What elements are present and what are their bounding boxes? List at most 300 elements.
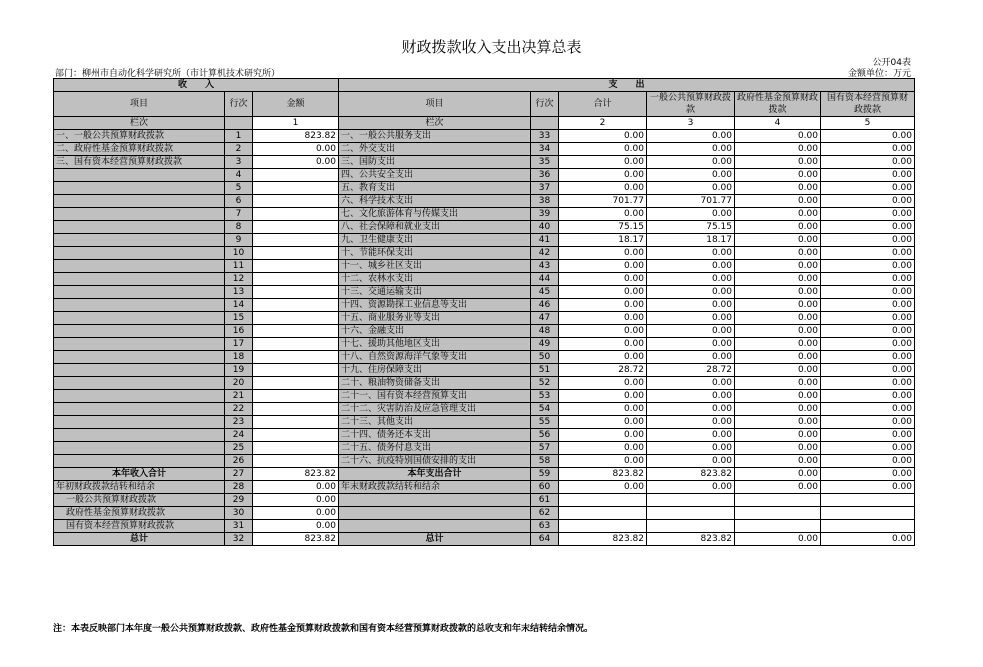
table-row (54, 312, 915, 325)
income-amount (253, 429, 339, 442)
expense-total: 0.00 (559, 481, 647, 494)
expense-general: 0.00 (647, 390, 735, 403)
header-row-no-expense: 行次 (531, 92, 559, 117)
income-row-no: 10 (225, 247, 253, 260)
report-title: 财政拨款收入支出决算总表 (401, 38, 582, 56)
expense-state: 0.00 (821, 130, 915, 143)
income-amount (253, 338, 339, 351)
income-item (54, 442, 225, 455)
income-section-header: 收 入 (54, 79, 339, 92)
income-row-no: 12 (225, 273, 253, 286)
expense-general: 0.00 (647, 299, 735, 312)
expense-state: 0.00 (821, 299, 915, 312)
expense-fund (735, 520, 821, 533)
expense-general: 0.00 (647, 130, 735, 143)
expense-state: 0.00 (821, 533, 915, 546)
expense-state: 0.00 (821, 273, 915, 286)
col-4: 4 (735, 117, 821, 130)
income-row-no: 14 (225, 299, 253, 312)
expense-fund: 0.00 (735, 247, 821, 260)
expense-total: 75.15 (559, 221, 647, 234)
expense-general: 823.82 (647, 468, 735, 481)
footnote: 注：本表反映部门本年度一般公共预算财政拨款、政府性基金预算财政拨款和国有资本经营预算财政拨款的总收支和年末结转结余情况。 (53, 624, 594, 634)
table-row (54, 286, 915, 299)
expense-fund: 0.00 (735, 143, 821, 156)
income-item: 政府性基金预算财政拨款 (54, 507, 225, 520)
expense-item (339, 507, 531, 520)
expense-general: 0.00 (647, 403, 735, 416)
expense-state: 0.00 (821, 286, 915, 299)
expense-general: 0.00 (647, 143, 735, 156)
expense-state: 0.00 (821, 429, 915, 442)
income-row-no: 17 (225, 338, 253, 351)
expense-row-no: 60 (531, 481, 559, 494)
expense-total: 0.00 (559, 312, 647, 325)
expense-total: 0.00 (559, 455, 647, 468)
col-label-expense: 栏次 (339, 117, 531, 130)
income-item (54, 416, 225, 429)
expense-row-no: 57 (531, 442, 559, 455)
expense-fund: 0.00 (735, 312, 821, 325)
expense-section-header: 支 出 (339, 79, 915, 92)
expense-state: 0.00 (821, 195, 915, 208)
expense-total: 0.00 (559, 325, 647, 338)
expense-item: 二十六、抗疫特别国债安排的支出 (339, 455, 531, 468)
income-item (54, 286, 225, 299)
expense-item: 二十二、灾害防治及应急管理支出 (339, 403, 531, 416)
income-row-no: 2 (225, 143, 253, 156)
income-row-no: 20 (225, 377, 253, 390)
table-row (54, 429, 915, 442)
income-row-no: 26 (225, 455, 253, 468)
income-row-no: 32 (225, 533, 253, 546)
expense-fund: 0.00 (735, 182, 821, 195)
header-amount: 金额 (253, 92, 339, 117)
income-row-no: 29 (225, 494, 253, 507)
table-row (54, 520, 915, 533)
expense-row-no: 50 (531, 351, 559, 364)
table-row (54, 169, 915, 182)
expense-general: 0.00 (647, 351, 735, 364)
col-1: 1 (253, 117, 339, 130)
expense-fund: 0.00 (735, 130, 821, 143)
expense-item: 七、文化旅游体育与传媒支出 (339, 208, 531, 221)
department-label: 部门：柳州市自动化科学研究所（市计算机技术研究所） (55, 69, 281, 79)
expense-total: 0.00 (559, 416, 647, 429)
expense-general: 18.17 (647, 234, 735, 247)
expense-row-no: 34 (531, 143, 559, 156)
table-row (54, 416, 915, 429)
table-row (54, 156, 915, 169)
income-item (54, 455, 225, 468)
income-item (54, 351, 225, 364)
income-item: 二、政府性基金预算财政拨款 (54, 143, 225, 156)
table-row (54, 338, 915, 351)
col-label: 栏次 (54, 117, 225, 130)
expense-state: 0.00 (821, 442, 915, 455)
unit-label: 金额单位：万元 (847, 69, 911, 79)
expense-state: 0.00 (821, 325, 915, 338)
table-row (54, 351, 915, 364)
expense-fund: 0.00 (735, 403, 821, 416)
expense-total: 0.00 (559, 182, 647, 195)
income-item (54, 429, 225, 442)
expense-fund: 0.00 (735, 325, 821, 338)
income-amount (253, 351, 339, 364)
expense-state: 0.00 (821, 156, 915, 169)
expense-state: 0.00 (821, 351, 915, 364)
expense-fund: 0.00 (735, 481, 821, 494)
expense-item: 十五、商业服务业等支出 (339, 312, 531, 325)
header-total: 合计 (559, 92, 647, 117)
income-item (54, 390, 225, 403)
col-5: 5 (821, 117, 915, 130)
income-item (54, 208, 225, 221)
expense-item: 十四、资源勘探工业信息等支出 (339, 299, 531, 312)
income-item (54, 182, 225, 195)
expense-state: 0.00 (821, 143, 915, 156)
expense-total: 0.00 (559, 260, 647, 273)
expense-row-no: 36 (531, 169, 559, 182)
expense-total: 18.17 (559, 234, 647, 247)
expense-item: 本年支出合计 (339, 468, 531, 481)
expense-fund: 0.00 (735, 273, 821, 286)
income-amount (253, 169, 339, 182)
expense-row-no: 61 (531, 494, 559, 507)
expense-state: 0.00 (821, 208, 915, 221)
expense-item (339, 520, 531, 533)
table-row (54, 403, 915, 416)
table-row (54, 234, 915, 247)
income-item: 一、一般公共预算财政拨款 (54, 130, 225, 143)
income-row-no: 23 (225, 416, 253, 429)
expense-item: 总计 (339, 533, 531, 546)
expense-item (339, 494, 531, 507)
expense-row-no: 49 (531, 338, 559, 351)
expense-item: 十九、住房保障支出 (339, 364, 531, 377)
income-row-no: 27 (225, 468, 253, 481)
expense-general: 0.00 (647, 286, 735, 299)
expense-total (559, 507, 647, 520)
expense-fund: 0.00 (735, 234, 821, 247)
table-row (54, 182, 915, 195)
table-row (54, 468, 915, 481)
expense-state (821, 520, 915, 533)
expense-total: 0.00 (559, 208, 647, 221)
expense-item: 二十五、债务付息支出 (339, 442, 531, 455)
expense-total: 823.82 (559, 468, 647, 481)
income-row-no: 31 (225, 520, 253, 533)
expense-state: 0.00 (821, 416, 915, 429)
expense-total: 0.00 (559, 338, 647, 351)
col-3: 3 (647, 117, 735, 130)
expense-total: 0.00 (559, 273, 647, 286)
income-amount: 0.00 (253, 520, 339, 533)
expense-state: 0.00 (821, 260, 915, 273)
expense-row-no: 39 (531, 208, 559, 221)
expense-general: 0.00 (647, 455, 735, 468)
income-row-no: 1 (225, 130, 253, 143)
expense-row-no: 46 (531, 299, 559, 312)
income-row-no: 21 (225, 390, 253, 403)
expense-row-no: 55 (531, 416, 559, 429)
expense-state: 0.00 (821, 481, 915, 494)
expense-state: 0.00 (821, 390, 915, 403)
expense-general: 0.00 (647, 377, 735, 390)
expense-general (647, 494, 735, 507)
income-item (54, 234, 225, 247)
income-row-no: 5 (225, 182, 253, 195)
expense-row-no: 59 (531, 468, 559, 481)
expense-general: 0.00 (647, 429, 735, 442)
expense-general: 0.00 (647, 260, 735, 273)
income-amount (253, 325, 339, 338)
income-row-no: 11 (225, 260, 253, 273)
income-amount: 0.00 (253, 156, 339, 169)
income-item: 一般公共预算财政拨款 (54, 494, 225, 507)
income-row-no: 6 (225, 195, 253, 208)
income-amount: 823.82 (253, 533, 339, 546)
income-row-no: 3 (225, 156, 253, 169)
expense-row-no: 56 (531, 429, 559, 442)
expense-row-no: 64 (531, 533, 559, 546)
expense-row-no: 63 (531, 520, 559, 533)
expense-general: 0.00 (647, 416, 735, 429)
expense-fund: 0.00 (735, 156, 821, 169)
expense-general: 0.00 (647, 182, 735, 195)
table-row (54, 364, 915, 377)
expense-general (647, 507, 735, 520)
expense-general: 701.77 (647, 195, 735, 208)
income-amount (253, 312, 339, 325)
expense-item: 十一、城乡社区支出 (339, 260, 531, 273)
expense-fund: 0.00 (735, 533, 821, 546)
income-row-no: 7 (225, 208, 253, 221)
expense-state: 0.00 (821, 169, 915, 182)
expense-fund: 0.00 (735, 260, 821, 273)
table-row (54, 208, 915, 221)
expense-row-no: 37 (531, 182, 559, 195)
expense-item: 三、国防支出 (339, 156, 531, 169)
expense-state: 0.00 (821, 312, 915, 325)
expense-fund: 0.00 (735, 416, 821, 429)
expense-total: 0.00 (559, 156, 647, 169)
income-row-no: 8 (225, 221, 253, 234)
expense-general: 0.00 (647, 325, 735, 338)
expense-item: 十二、农林水支出 (339, 273, 531, 286)
income-row-no: 25 (225, 442, 253, 455)
table-row (54, 221, 915, 234)
expense-state (821, 507, 915, 520)
table-row (54, 143, 915, 156)
income-amount: 823.82 (253, 468, 339, 481)
expense-total (559, 520, 647, 533)
expense-fund: 0.00 (735, 468, 821, 481)
income-amount (253, 403, 339, 416)
expense-row-no: 41 (531, 234, 559, 247)
expense-state: 0.00 (821, 221, 915, 234)
income-amount (253, 442, 339, 455)
income-item (54, 364, 225, 377)
expense-general: 28.72 (647, 364, 735, 377)
income-amount (253, 416, 339, 429)
expense-total: 0.00 (559, 377, 647, 390)
income-amount (253, 377, 339, 390)
table-row (54, 390, 915, 403)
income-item (54, 169, 225, 182)
expense-item: 二十四、债务还本支出 (339, 429, 531, 442)
header-row-no: 行次 (225, 92, 253, 117)
table-row (54, 442, 915, 455)
income-row-no: 19 (225, 364, 253, 377)
expense-fund: 0.00 (735, 377, 821, 390)
expense-general: 0.00 (647, 273, 735, 286)
expense-item: 二十三、其他支出 (339, 416, 531, 429)
expense-fund: 0.00 (735, 299, 821, 312)
expense-item: 九、卫生健康支出 (339, 234, 531, 247)
expense-general: 75.15 (647, 221, 735, 234)
income-row-no: 4 (225, 169, 253, 182)
expense-item: 八、社会保障和就业支出 (339, 221, 531, 234)
table-row (54, 377, 915, 390)
expense-state: 0.00 (821, 182, 915, 195)
income-item (54, 273, 225, 286)
expense-total: 0.00 (559, 442, 647, 455)
expense-row-no: 42 (531, 247, 559, 260)
income-item: 年初财政拨款结转和结余 (54, 481, 225, 494)
expense-total: 0.00 (559, 403, 647, 416)
income-row-no: 16 (225, 325, 253, 338)
expense-item: 二、外交支出 (339, 143, 531, 156)
income-item (54, 195, 225, 208)
expense-row-no: 53 (531, 390, 559, 403)
table-row (54, 195, 915, 208)
expense-state: 0.00 (821, 247, 915, 260)
table-row (54, 130, 915, 143)
expense-total: 0.00 (559, 247, 647, 260)
income-item (54, 377, 225, 390)
expense-row-no: 48 (531, 325, 559, 338)
expense-fund: 0.00 (735, 195, 821, 208)
expense-row-no: 35 (531, 156, 559, 169)
income-row-no: 28 (225, 481, 253, 494)
expense-fund: 0.00 (735, 455, 821, 468)
income-amount (253, 299, 339, 312)
expense-row-no: 33 (531, 130, 559, 143)
income-row-no: 30 (225, 507, 253, 520)
income-amount (253, 234, 339, 247)
header-fund-budget: 政府性基金预算财政拨款 (735, 92, 821, 117)
expense-fund: 0.00 (735, 390, 821, 403)
expense-total: 0.00 (559, 299, 647, 312)
table-row (54, 533, 915, 546)
expense-fund: 0.00 (735, 286, 821, 299)
table-row (54, 455, 915, 468)
income-amount (253, 286, 339, 299)
income-row-no: 13 (225, 286, 253, 299)
income-row-no: 24 (225, 429, 253, 442)
expense-general: 0.00 (647, 247, 735, 260)
expense-row-no: 38 (531, 195, 559, 208)
income-amount (253, 208, 339, 221)
expense-item: 二十一、国有资本经营预算支出 (339, 390, 531, 403)
expense-general (647, 520, 735, 533)
header-state-capital: 国有资本经营预算财政拨款 (821, 92, 915, 117)
income-item: 三、国有资本经营预算财政拨款 (54, 156, 225, 169)
expense-total: 0.00 (559, 169, 647, 182)
expense-general: 0.00 (647, 169, 735, 182)
expense-item: 四、公共安全支出 (339, 169, 531, 182)
income-amount: 0.00 (253, 494, 339, 507)
expense-state: 0.00 (821, 455, 915, 468)
income-amount (253, 364, 339, 377)
expense-item: 五、教育支出 (339, 182, 531, 195)
income-amount: 0.00 (253, 481, 339, 494)
expense-row-no: 47 (531, 312, 559, 325)
income-amount (253, 247, 339, 260)
expense-total: 0.00 (559, 390, 647, 403)
expense-row-no: 62 (531, 507, 559, 520)
expense-row-no: 58 (531, 455, 559, 468)
expense-general: 0.00 (647, 442, 735, 455)
expense-general: 0.00 (647, 481, 735, 494)
expense-total: 0.00 (559, 286, 647, 299)
income-item (54, 312, 225, 325)
expense-general: 0.00 (647, 312, 735, 325)
income-item: 国有资本经营预算财政拨款 (54, 520, 225, 533)
expense-fund: 0.00 (735, 221, 821, 234)
income-item: 总计 (54, 533, 225, 546)
expense-row-no: 52 (531, 377, 559, 390)
expense-state: 0.00 (821, 364, 915, 377)
income-row-no: 22 (225, 403, 253, 416)
income-item (54, 338, 225, 351)
income-item (54, 221, 225, 234)
income-amount: 0.00 (253, 143, 339, 156)
expense-fund: 0.00 (735, 351, 821, 364)
col-2: 2 (559, 117, 647, 130)
expense-item: 十六、金融支出 (339, 325, 531, 338)
income-item (54, 403, 225, 416)
expense-total: 0.00 (559, 130, 647, 143)
table-row (54, 299, 915, 312)
income-item: 本年收入合计 (54, 468, 225, 481)
fiscal-summary-table (53, 78, 915, 546)
expense-state: 0.00 (821, 234, 915, 247)
income-row-no: 9 (225, 234, 253, 247)
expense-row-no: 45 (531, 286, 559, 299)
table-row (54, 247, 915, 260)
expense-state: 0.00 (821, 468, 915, 481)
expense-general: 0.00 (647, 208, 735, 221)
expense-item: 十、节能环保支出 (339, 247, 531, 260)
income-amount (253, 195, 339, 208)
table-row (54, 260, 915, 273)
header-item: 项目 (54, 92, 225, 117)
expense-general: 0.00 (647, 156, 735, 169)
income-amount (253, 260, 339, 273)
income-item (54, 325, 225, 338)
expense-total: 0.00 (559, 351, 647, 364)
income-amount (253, 273, 339, 286)
income-amount (253, 455, 339, 468)
form-code: 公开04表 (872, 58, 911, 68)
expense-item: 一、一般公共服务支出 (339, 130, 531, 143)
table-row (54, 507, 915, 520)
expense-row-no: 43 (531, 260, 559, 273)
expense-state: 0.00 (821, 403, 915, 416)
income-item (54, 299, 225, 312)
